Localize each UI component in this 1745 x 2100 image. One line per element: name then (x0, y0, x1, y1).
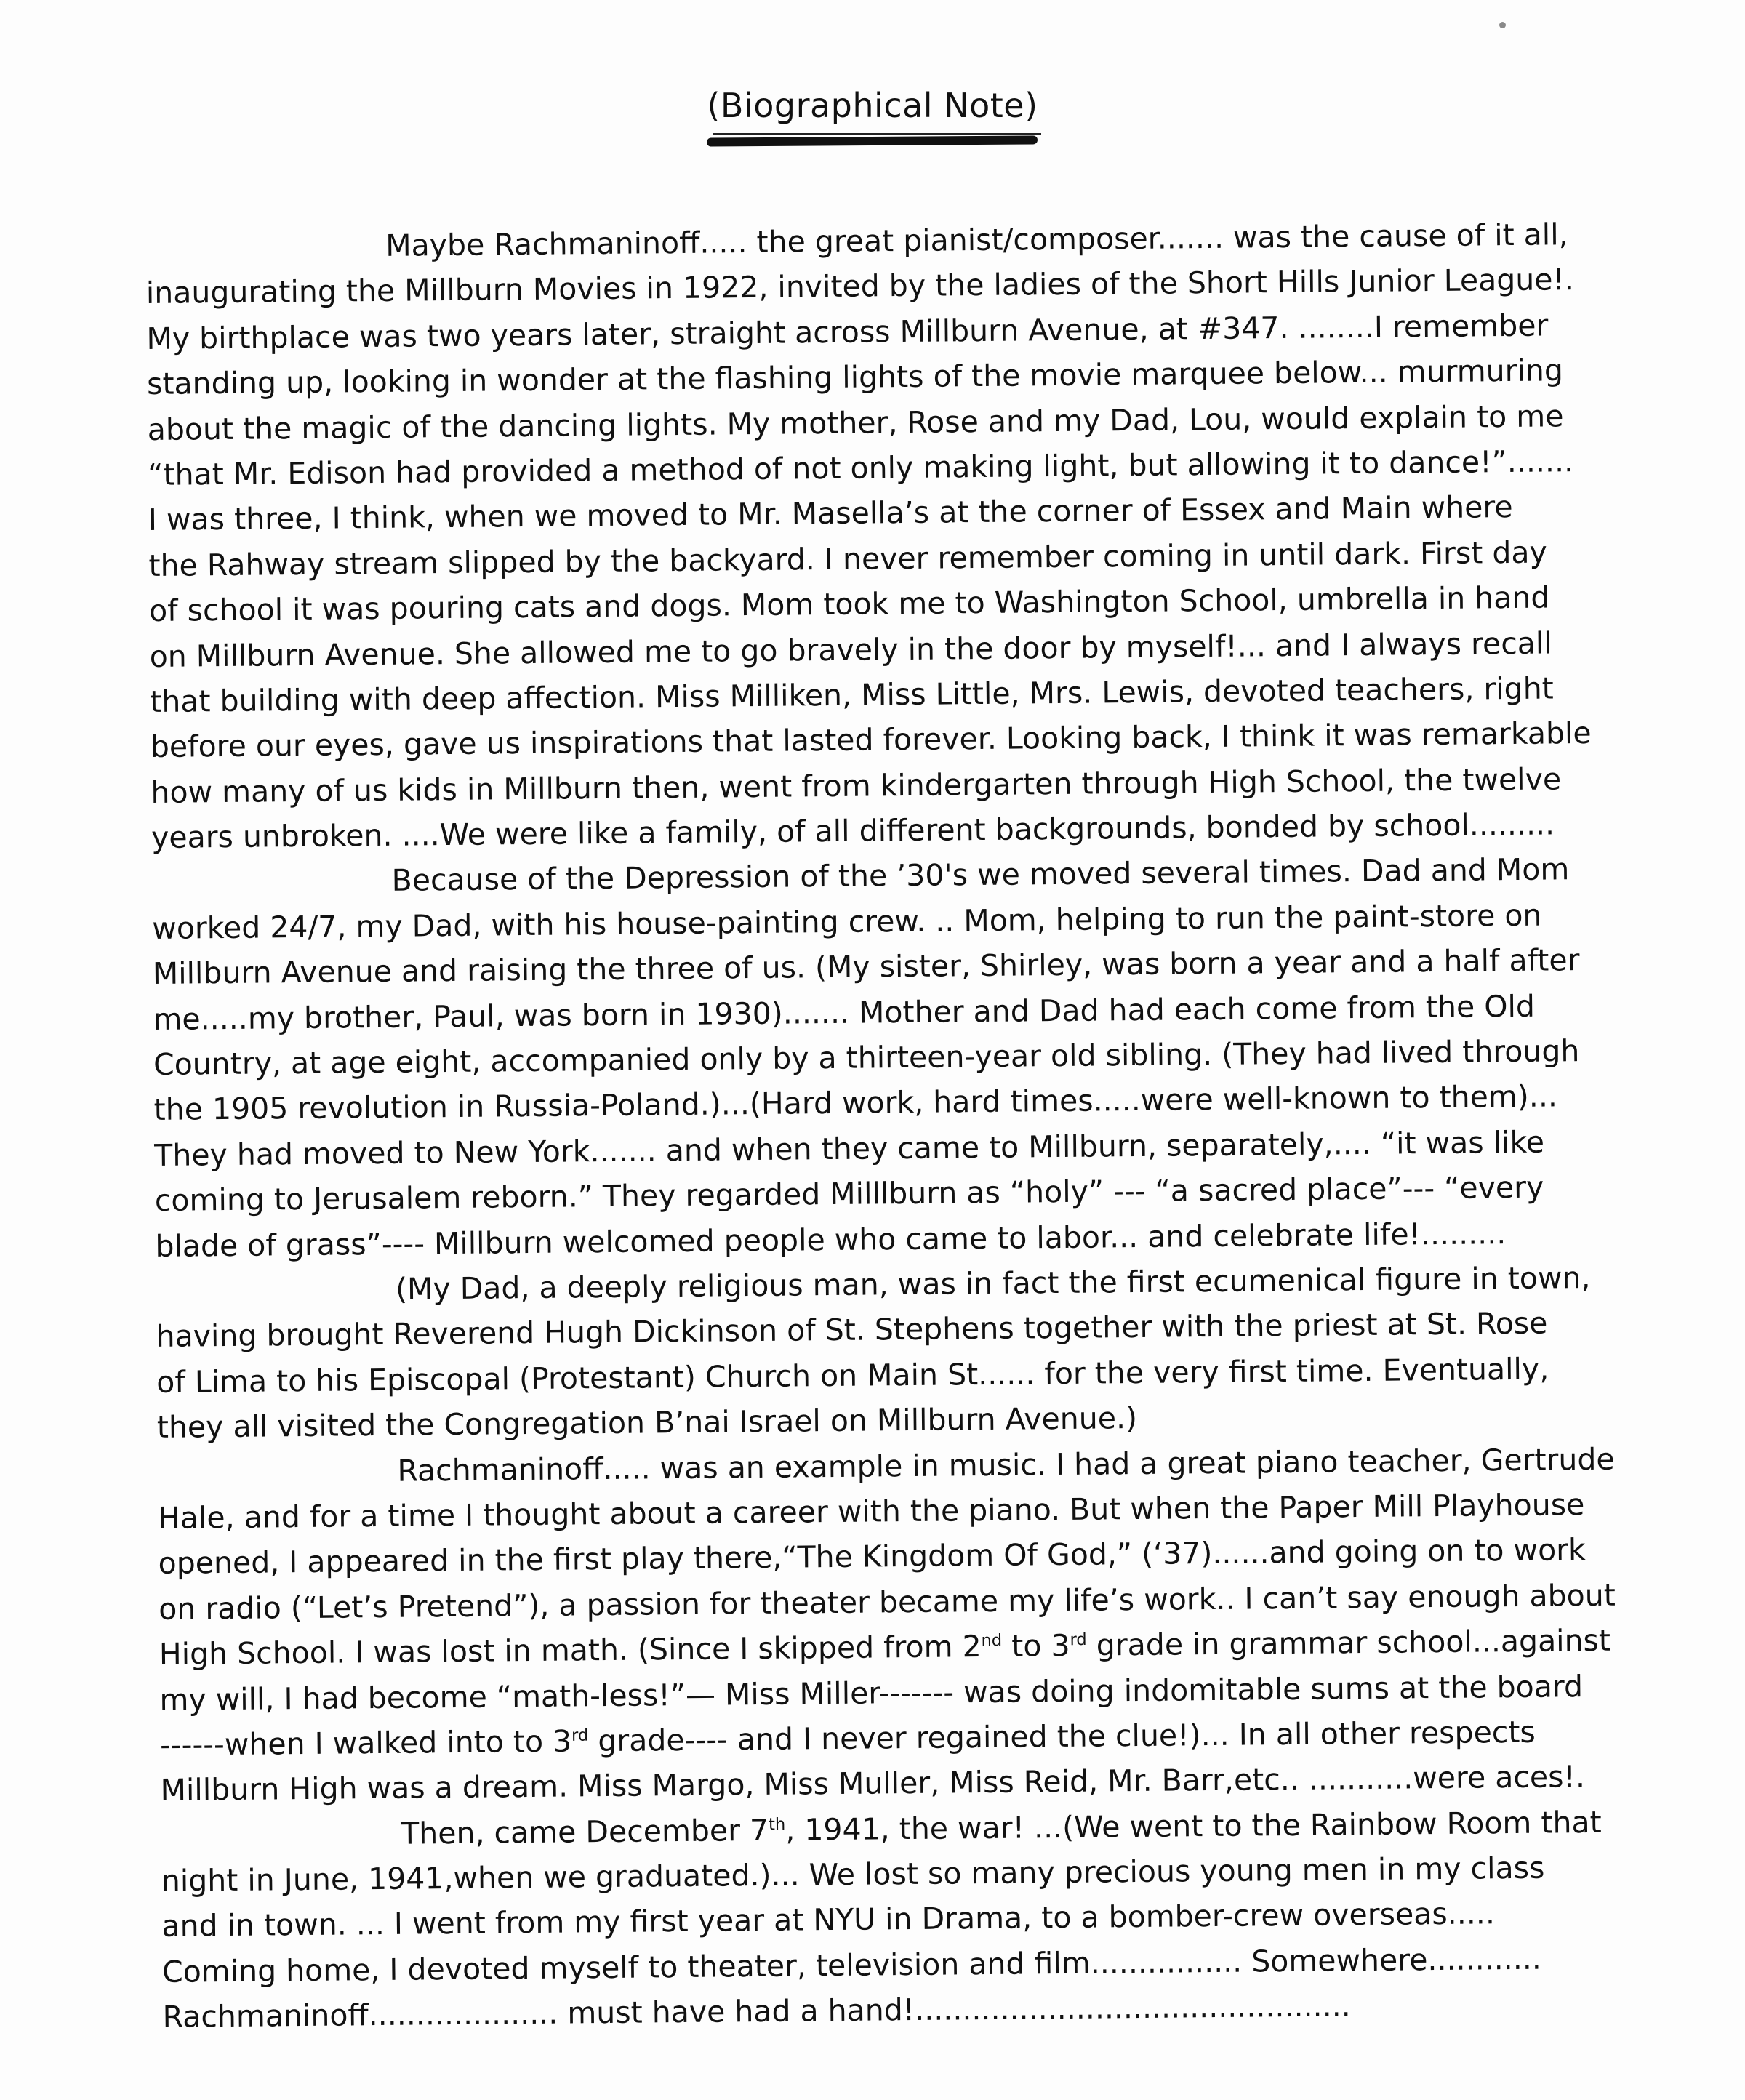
text-line: Coming home, I devoted myself to theater, television and film................ Somewhere............ (161, 1941, 1542, 1989)
text-line: Then, came December 7th, 1941, the war! ...(We went to the Rainbow Room that (401, 1804, 1602, 1851)
text-line: on radio (“Let’s Pretend”), a passion for theater became my life’s work.. I can’t say enough about (159, 1577, 1616, 1627)
title-underline (707, 135, 1038, 146)
text-line: me.....my brother, Paul, was born in 1930)....... Mother and Dad had each come from the Old (153, 988, 1536, 1037)
text-line: my will, I had become “math-less!”— Miss Miller------- was doing indomitable sums at the board (159, 1668, 1584, 1718)
text-line: the Rahway stream slipped by the backyard. I never remember coming in until dark. First day (148, 534, 1547, 583)
text-line: High School. I was lost in math. (Since I skipped from 2nd to 3rd grade in grammar school...against (159, 1622, 1611, 1672)
ordinal-suffix: nd (981, 1631, 1003, 1651)
text-line: the 1905 revolution in Russia-Poland.)...(Hard work, hard times.....were well-known to them)... (153, 1078, 1558, 1128)
text-line: Millburn Avenue and raising the three of us. (My sister, Shirley, was born a year and a half after (152, 942, 1580, 992)
ordinal-suffix: th (768, 1814, 786, 1834)
text-line: Maybe Rachmaninoff..... the great pianist/composer....... was the cause of it all, (385, 217, 1568, 263)
text-line: Country, at age eight, accompanied only by a thirteen-year old sibling. (They had lived through (153, 1033, 1580, 1082)
text-line: that building with deep affection. Miss Milliken, Miss Little, Mrs. Lewis, devoted teachers, right (150, 670, 1554, 719)
title-underline-thin (713, 133, 1040, 135)
text-line: ------when I walked into to 3rd grade---- and I never regained the clue!)... In all other respects (159, 1714, 1536, 1763)
text-line: and in town. ... I went from my first year at NYU in Drama, to a bomber-crew overseas..... (161, 1896, 1496, 1944)
text-line: I was three, I think, when we moved to Mr. Masella’s at the corner of Essex and Main where (148, 489, 1513, 538)
text-line: My birthplace was two years later, straight across Millburn Avenue, at #347. ........I remember (146, 308, 1549, 356)
text-line: Rachmaninoff.................... must have had a hand!.............................................. (162, 1988, 1351, 2035)
biography-body (145, 211, 1697, 2040)
text-line: before our eyes, gave us inspirations that lasted forever. Looking back, I think it was remarkable (150, 716, 1592, 765)
text-line: on Millburn Avenue. She allowed me to go bravely in the door by myself!... and I always recall (149, 625, 1552, 674)
ordinal-suffix: rd (571, 1726, 589, 1745)
text-line: they all visited the Congregation B’nai Israel on Millburn Avenue.) (156, 1400, 1138, 1446)
text-line: night in June, 1941,when we graduated.)... We lost so many precious young men in my class (161, 1850, 1545, 1899)
text-line: “that Mr. Edison had provided a method of not only making light, but allowing it to dance!”....... (148, 444, 1574, 492)
text-line: opened, I appeared in the first play there,“The Kingdom Of God,” (‘37)......and going on to work (158, 1532, 1586, 1582)
document-title-text: (Biographical Note) (707, 86, 1038, 125)
scan-speck (1499, 22, 1506, 28)
text-line: standing up, looking in wonder at the flashing lights of the movie marquee below... murmuring (146, 353, 1564, 402)
text-line: Rachmaninoff..... was an example in music. I had a great piano teacher, Gertrude (397, 1441, 1615, 1488)
text-line: Hale, and for a time I thought about a career with the piano. But when the Paper Mill Playhouse (157, 1487, 1585, 1536)
text-line: They had moved to New York....... and when they came to Millburn, separately,.... “it was like (154, 1124, 1545, 1173)
text-line: worked 24/7, my Dad, with his house-painting crew. .. Mom, helping to run the paint-store on (152, 897, 1542, 946)
text-line: of school it was pouring cats and dogs. Mom took me to Washington School, umbrella in hand (148, 580, 1550, 629)
text-line: about the magic of the dancing lights. My mother, Rose and my Dad, Lou, would explain to me (147, 398, 1564, 447)
text-line: having brought Reverend Hugh Dickinson of St. Stephens together with the priest at St. Rose (156, 1305, 1548, 1355)
title-block (0, 86, 1745, 132)
text-line: Millburn High was a dream. Miss Margo, Miss Muller, Miss Reid, Mr. Barr,etc.. ...........were aces!. (160, 1759, 1586, 1808)
text-line: (My Dad, a deeply religious man, was in fact the first ecumenical figure in town, (395, 1259, 1591, 1307)
document-title (707, 86, 1038, 132)
ordinal-suffix: rd (1070, 1630, 1087, 1650)
text-line: inaugurating the Millburn Movies in 1922, invited by the ladies of the Short Hills Junior League!. (145, 262, 1575, 311)
text-line: of Lima to his Episcopal (Protestant) Church on Main St...... for the very first time. Eventually, (156, 1351, 1549, 1400)
text-line: years unbroken. ....We were like a family, of all different backgrounds, bonded by school......... (151, 806, 1555, 856)
text-line: coming to Jerusalem reborn.” They regarded Milllburn as “holy” --- “a sacred place”--- “every (154, 1169, 1544, 1219)
text-line: blade of grass”---- Millburn welcomed people who came to labor... and celebrate life!......... (155, 1215, 1507, 1264)
text-line: Because of the Depression of the ’30's we moved several times. Dad and Mom (391, 851, 1570, 899)
text-line: how many of us kids in Millburn then, went from kindergarten through High School, the twelve (151, 761, 1562, 810)
